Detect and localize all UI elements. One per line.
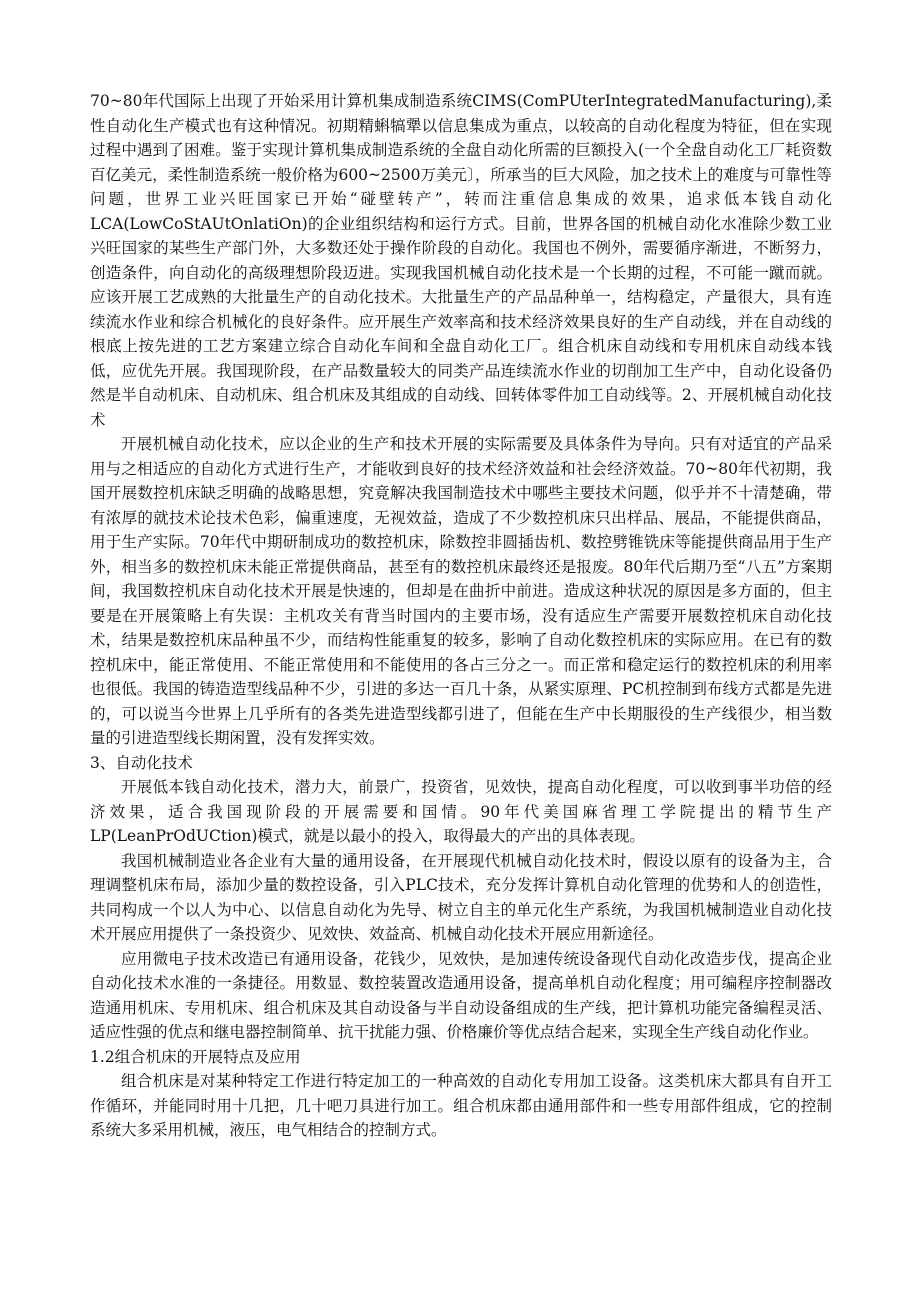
paragraph-low-cost-automation: 开展低本钱自动化技术，潜力大，前景广，投资省，见效快，提高自动化程度，可以收到事半功倍的经济效果，适合我国现阶段的开展需要和国情。90年代美国麻省理工学院提出的精节生产LP(LeanPrOdUCtion)模式，就是以最小的投入，取得最大的产出的具体表现。 xyxy=(90,778,832,845)
paragraph-microelectronics-retrofit: 应用微电子技术改造已有通用设备，花钱少，见效快，是加速传统设备现代自动化改造步伐，提高企业自动化技术水准的一条捷径。用数显、数控装置改造通用设备，提高单机自动化程度；用可编程序控制器改造通用机床、专用机床、组合机床及其自动设备与半自动设备组成的生产线，把计算机功能完备编程灵活、适应性强的优点和继电器控制简单、抗干扰能力强、价格廉价等优点结合起来，实现全生产线自动化作业。 xyxy=(90,949,832,1041)
section-heading-automation-technology: 3、自动化技术 xyxy=(90,753,193,772)
paragraph-combined-machine-tools: 组合机床是对某种特定工作进行特定加工的一种高效的自动化专用加工设备。这类机床大都具有自开工作循环，并能同时用十几把，几十吧刀具进行加工。组合机床都由通用部件和一些专用部件组成，它的控制系统大多采用机械，液压，电气相结合的控制方式。 xyxy=(90,1072,832,1139)
paragraph-cims-history: 70~80年代国际上出现了开始采用计算机集成制造系统CIMS(ComPUterIntegratedManufacturing),柔性自动化生产模式也有这种情况。初期精蝌犒犟以信息集成为重点，以较高的自动化程度为特征，但在实现过程中遇到了困难。鉴于实现计算机集成制造系统的全盘自动化所需的巨额投入(一个全盘自动化工厂耗资数百亿美元，柔性制造系统一般价格为600~2500万美元〕，所承当的巨大风险，加之技术上的难度与可靠性等问题，世界工业兴旺国家已开始“碰壁转产”，转而注重信息集成的效果，追求低本钱自动化LCA(LowCoStAUtOnlatiOn)的企业组织结构和运行方式。目前，世界各国的机械自动化水准除少数工业兴旺国家的某些生产部门外，大多数还处于操作阶段的自动化。我国也不例外，需要循序渐进，不断努力，创造条件，向自动化的高级理想阶段迈进。实现我国机械自动化技术是一个长期的过程，不可能一蹴而就。应该开展工艺成熟的大批量生产的自动化技术。大批量生产的产品品种单一，结构稳定，产量很大，具有连续流水作业和综合机械化的良好条件。应开展生产效率高和技术经济效果良好的生产自动线，并在自动线的根底上按先进的工艺方案建立综合自动化车间和全盘自动化工厂。组合机床自动线和专用机床自动线本钱低，应优先开展。我国现阶段，在产品数量较大的同类产品连续流水作业的切削加工生产中，自动化设备仍然是半自动机床、自动机床、组合机床及其组成的自动线、回转体零件加工自动线等。2、开展机械自动化技术 xyxy=(90,92,832,429)
document-body xyxy=(90,89,832,1143)
paragraph-automation-strategy: 开展机械自动化技术，应以企业的生产和技术开展的实际需要及具体条件为导向。只有对适宜的产品采用与之相适应的自动化方式进行生产，才能收到良好的技术经济效益和社会经济效益。70~80年代初期，我国开展数控机床缺乏明确的战略思想，究竟解决我国制造技术中哪些主要技术问题，似乎并不十清楚确，带有浓厚的就技术论技术色彩，偏重速度，无视效益，造成了不少数控机床只出样品、展品，不能提供商品，用于生产实际。70年代中期研制成功的数控机床，除数控非圆插齿机、数控劈锥铣床等能提供商品用于生产外，相当多的数控机床未能正常提供商品，甚至有的数控机床最终还是报废。80年代后期乃至“八五”方案期间，我国数控机床自动化技术开展是快速的，但却是在曲折中前进。造成这种状况的原因是多方面的，但主要是在开展策略上有失误：主机攻关有背当时国内的主要市场，没有适应生产需要开展数控机床自动化技术，结果是数控机床品种虽不少，而结构性能重复的较多，影响了自动化数控机床的实际应用。在已有的数控机床中，能正常使用、不能正常使用和不能使用的各占三分之一。而正常和稳定运行的数控机床的利用率也很低。我国的铸造造型线品种不少，引进的多达一百几十条，从紧实原理、PC机控制到布线方式都是先进的，可以说当今世界上几乎所有的各类先进造型线都引进了，但能在生产中长期服役的生产线很少，相当数量的引进造型线长期闲置，没有发挥实效。 xyxy=(90,435,832,747)
section-heading-combined-machine-tools: 1.2组合机床的开展特点及应用 xyxy=(90,1047,301,1066)
paragraph-general-equipment: 我国机械制造业各企业有大量的通用设备，在开展现代机械自动化技术时，假设以原有的设备为主，合理调整机床布局，添加少量的数控设备，引入PLC技术，充分发挥计算机自动化管理的优势和人的创造性，共同构成一个以人为中心、以信息自动化为先导、树立自主的单元化生产系统，为我国机械制造业自动化技术开展应用提供了一条投资少、见效快、效益高、机械自动化技术开展应用新途径。 xyxy=(90,851,832,943)
